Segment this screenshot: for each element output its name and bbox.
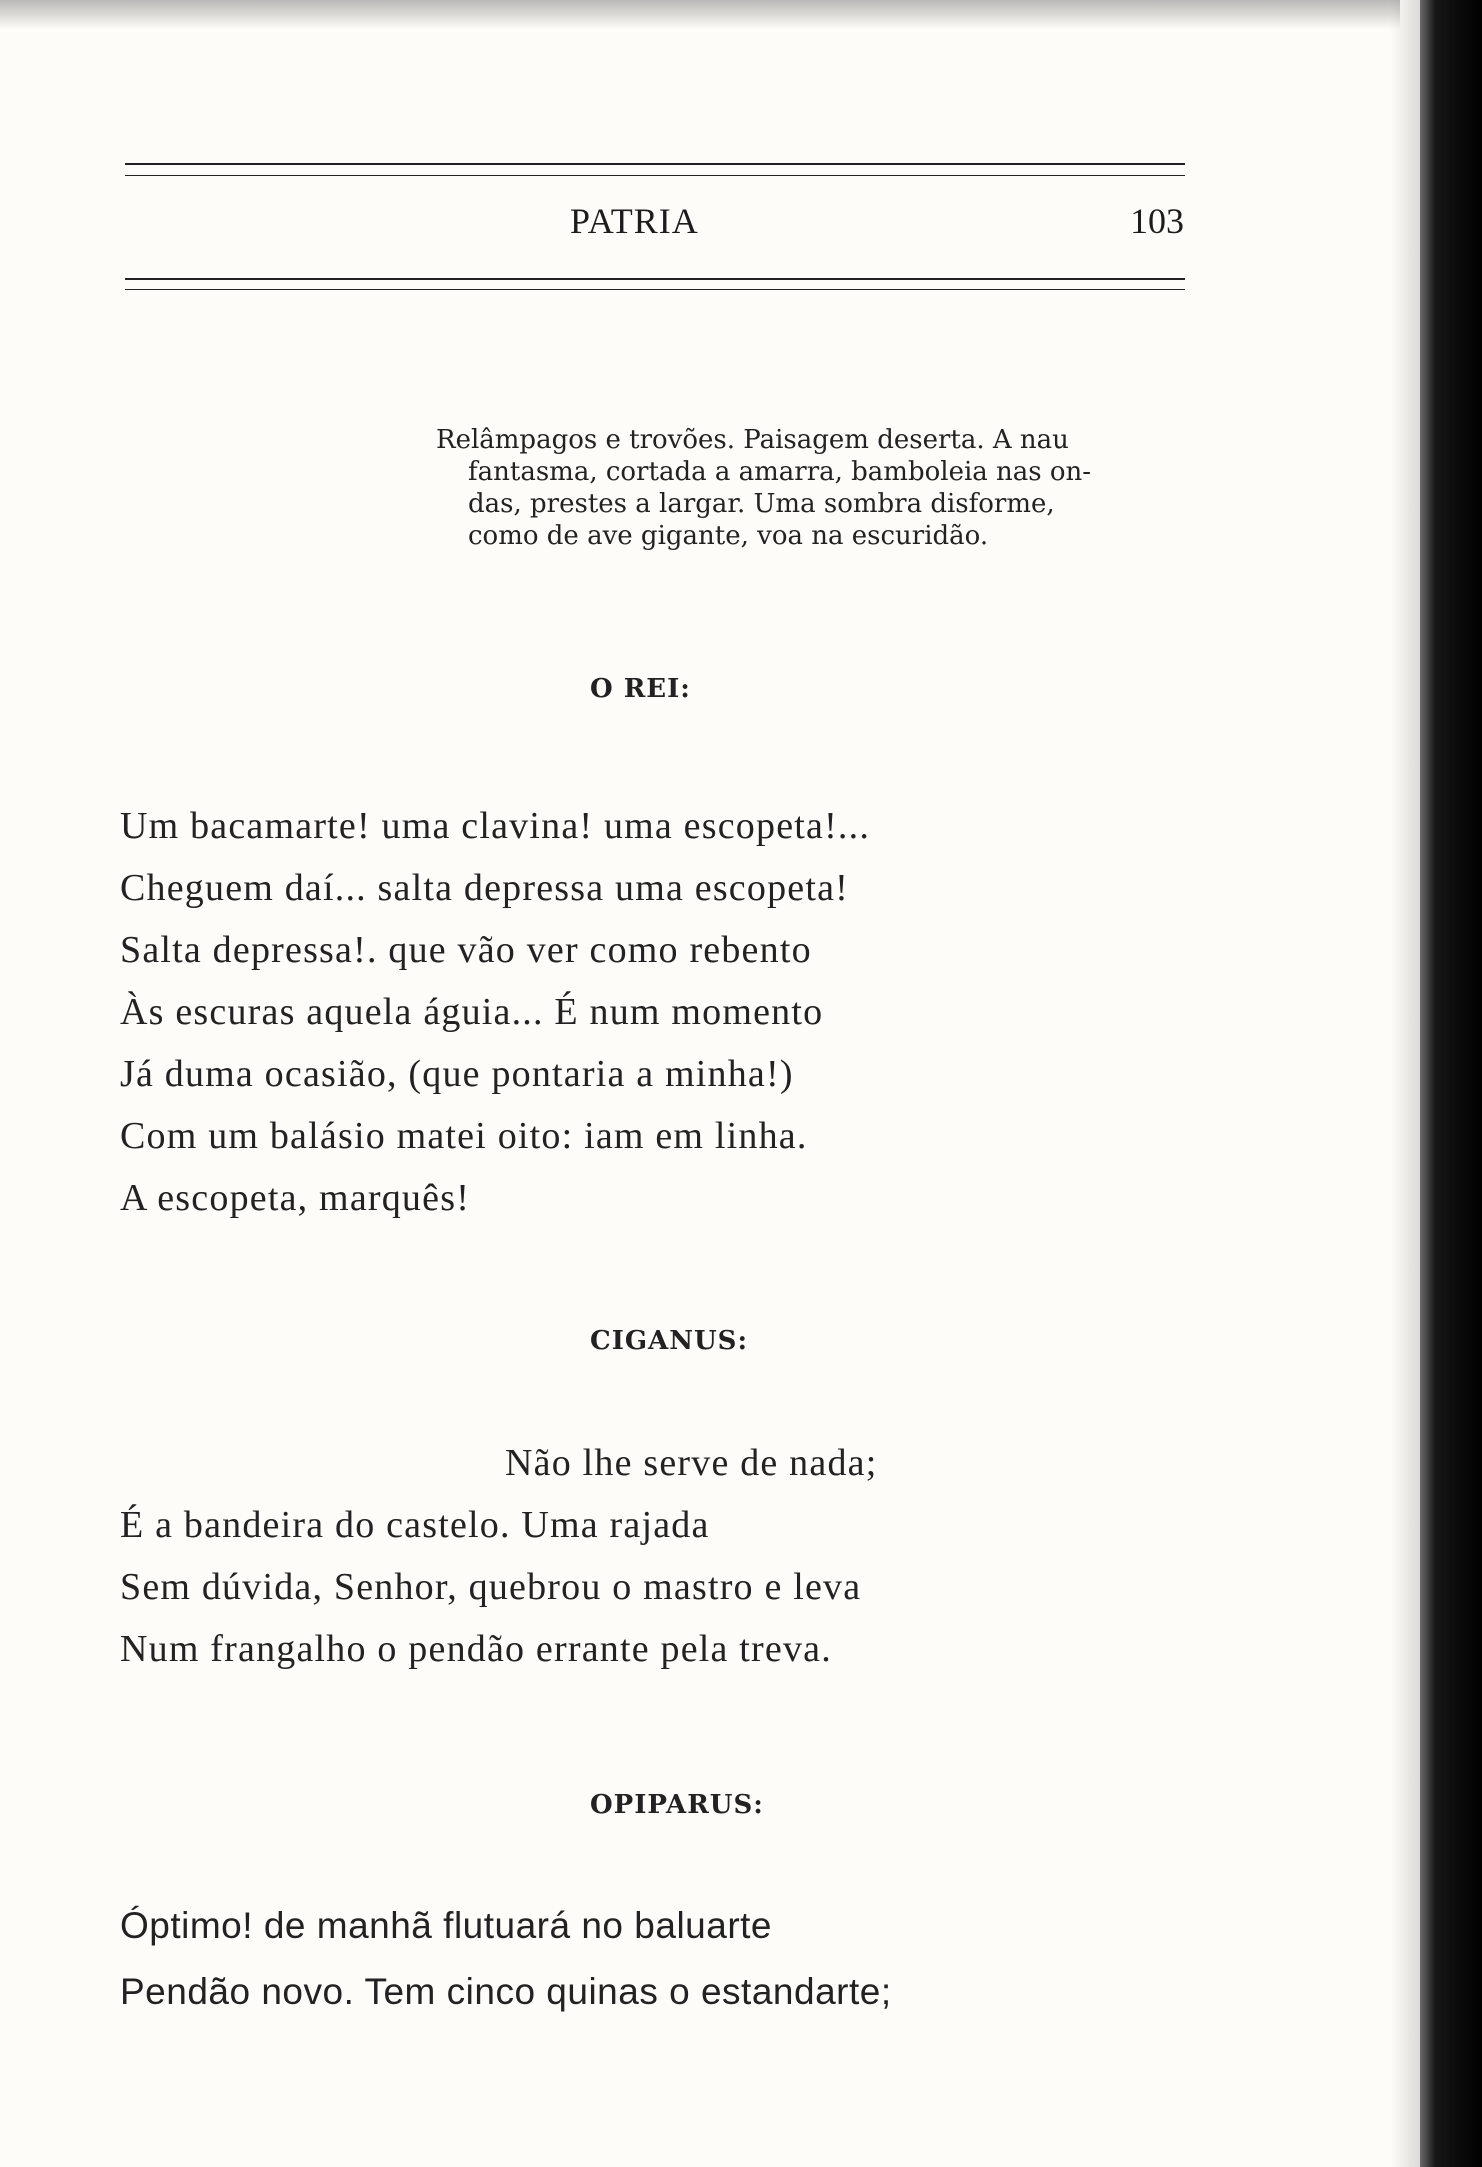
book-binding-shadow bbox=[1420, 0, 1482, 2167]
stage-direction-line: das, prestes a largar. Uma sombra disforme, bbox=[468, 489, 1055, 519]
header-rule-top bbox=[125, 163, 1185, 165]
page-number: 103 bbox=[1130, 201, 1184, 241]
header-rule-bottom-thin bbox=[125, 289, 1185, 290]
scan-edge-noise bbox=[0, 0, 1400, 28]
verse-line: Com um balásio matei oito: iam em linha. bbox=[120, 1115, 808, 1157]
verse-line: Pendão novo. Tem cinco quinas o estandarte; bbox=[120, 1971, 892, 2012]
verse-line: Sem dúvida, Senhor, quebrou o mastro e leva bbox=[120, 1566, 862, 1608]
verse-block-rei bbox=[120, 795, 870, 1229]
speaker-label-opiparus: OPIPARUS: bbox=[590, 1790, 764, 1820]
verse-line: Salta depressa!. que vão ver como rebento bbox=[120, 929, 812, 971]
verse-line: Já duma ocasião, (que pontaria a minha!) bbox=[120, 1053, 794, 1095]
running-title: PATRIA bbox=[570, 201, 699, 241]
binding-fade bbox=[1390, 0, 1420, 2167]
verse-line: Um bacamarte! uma clavina! uma escopeta!... bbox=[120, 805, 871, 847]
stage-direction bbox=[436, 424, 1196, 552]
verse-line: Às escuras aquela águia... É num momento bbox=[120, 991, 824, 1033]
verse-line: Não lhe serve de nada; bbox=[505, 1442, 878, 1484]
verse-block-opiparus bbox=[120, 1893, 892, 2025]
speaker-label-rei: O REI: bbox=[590, 674, 691, 704]
verse-block-ciganus bbox=[120, 1432, 877, 1680]
stage-direction-line: como de ave gigante, voa na escuridão. bbox=[468, 521, 989, 551]
header-rule-top-thin bbox=[125, 175, 1185, 176]
verse-line: É a bandeira do castelo. Uma rajada bbox=[120, 1504, 710, 1546]
header-rule-bottom bbox=[125, 278, 1185, 280]
stage-direction-line: Relâmpagos e trovões. Paisagem deserta. A nau bbox=[436, 425, 1069, 455]
stage-direction-line: fantasma, cortada a amarra, bamboleia nas on- bbox=[468, 457, 1092, 487]
verse-line: Óptimo! de manhã flutuará no baluarte bbox=[120, 1905, 772, 1946]
verse-line: Cheguem daí... salta depressa uma escopeta! bbox=[120, 867, 850, 909]
verse-line: A escopeta, marquês! bbox=[120, 1177, 471, 1219]
speaker-label-ciganus: CIGANUS: bbox=[590, 1326, 749, 1356]
verse-line: Num frangalho o pendão errante pela treva. bbox=[120, 1628, 832, 1670]
